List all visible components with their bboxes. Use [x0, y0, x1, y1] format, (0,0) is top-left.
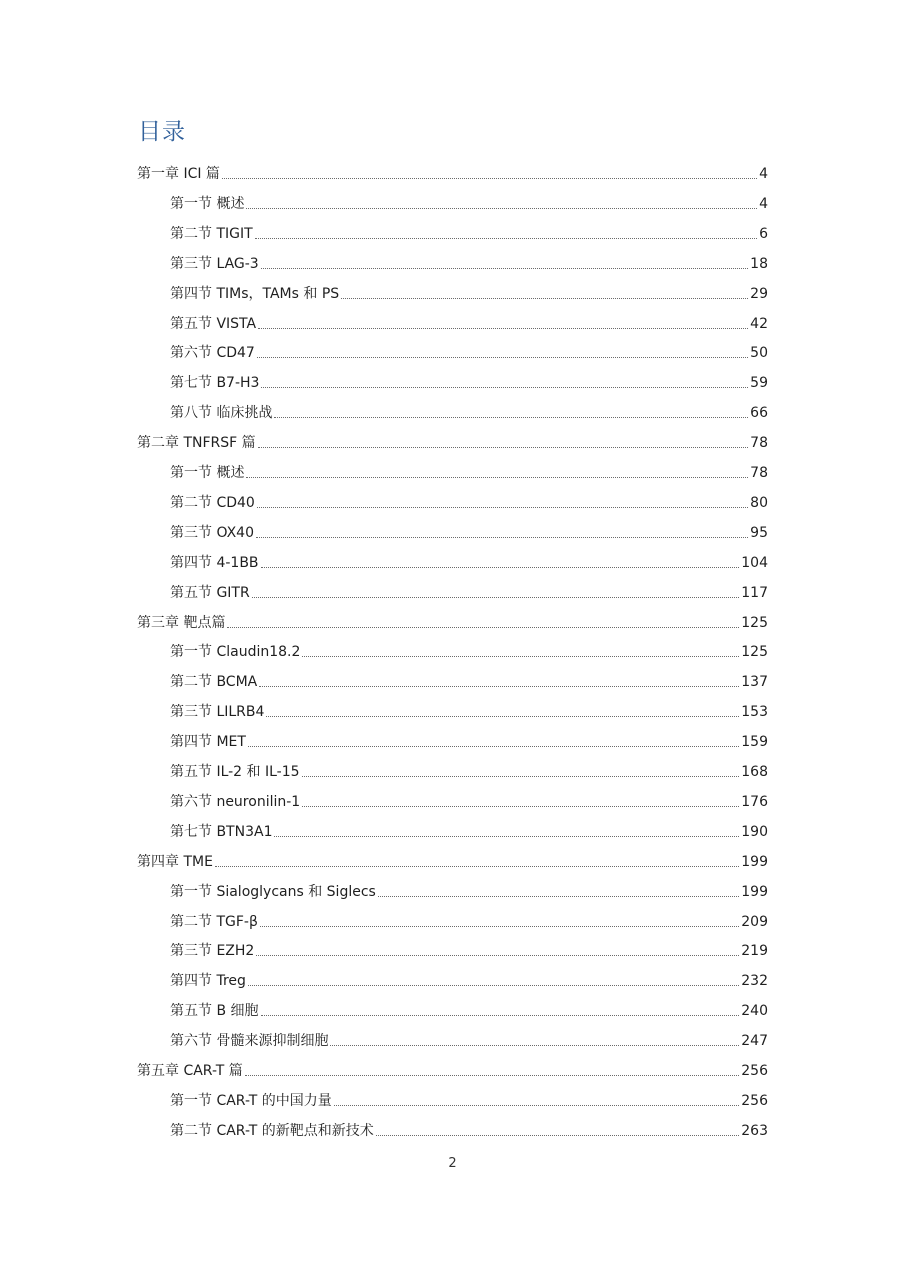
- toc-dot-leader: [246, 208, 757, 209]
- toc-entry-page: 153: [741, 704, 768, 721]
- toc-section-entry[interactable]: [170, 542, 768, 572]
- toc-dot-leader: [248, 985, 739, 986]
- toc-section-entry[interactable]: [170, 572, 768, 602]
- toc-entry-page: 4: [759, 195, 768, 212]
- toc-dot-leader: [257, 507, 748, 508]
- toc-entry-page: 50: [750, 345, 768, 362]
- toc-entry-label: 第六节 CD47: [170, 345, 255, 362]
- toc-entry-label: 第二节 TGF-β: [170, 913, 258, 930]
- toc-dot-leader: [215, 866, 739, 867]
- toc-section-entry[interactable]: [170, 1110, 768, 1140]
- toc-dot-leader: [248, 746, 739, 747]
- toc-dot-leader: [302, 776, 740, 777]
- toc-entry-page: 29: [750, 285, 768, 302]
- toc-entry-label: 第一节 概述: [170, 195, 245, 212]
- toc-dot-leader: [257, 357, 748, 358]
- toc-entry-page: 42: [750, 315, 768, 332]
- toc-dot-leader: [245, 1075, 740, 1076]
- toc-entry-label: 第五节 IL-2 和 IL-15: [170, 764, 300, 780]
- toc-section-entry[interactable]: [170, 1080, 768, 1110]
- toc-entry-label: 第四节 MET: [170, 734, 246, 751]
- toc-section-entry[interactable]: [170, 781, 768, 811]
- toc-section-entry[interactable]: [170, 661, 768, 691]
- toc-entry-label: 第一节 Sialoglycans 和 Siglecs: [170, 883, 376, 900]
- toc-section-entry[interactable]: [170, 332, 768, 362]
- toc-section-entry[interactable]: [170, 213, 768, 243]
- toc-dot-leader: [376, 1135, 740, 1136]
- toc-entry-page: 59: [750, 375, 768, 392]
- toc-entry-label: 第五节 B 细胞: [170, 1003, 259, 1020]
- toc-dot-leader: [261, 268, 748, 269]
- toc-entry-page: 117: [741, 584, 768, 601]
- toc-entry-page: 104: [741, 554, 768, 571]
- toc-entry-page: 137: [741, 674, 768, 691]
- toc-entry-label: 第二节 CD40: [170, 494, 255, 511]
- toc-section-entry[interactable]: [170, 183, 768, 213]
- toc-section-entry[interactable]: [170, 901, 768, 931]
- toc-entry-page: 209: [741, 913, 768, 930]
- toc-entry-label: 第三节 OX40: [170, 524, 254, 541]
- toc-dot-leader: [258, 447, 749, 448]
- toc-entry-label: 第三节 LILRB4: [170, 704, 265, 721]
- toc-entry-label: 第七节 B7-H3: [170, 375, 260, 392]
- toc-dot-leader: [246, 477, 748, 478]
- toc-chapter-entry[interactable]: [137, 153, 768, 183]
- toc-chapter-entry[interactable]: [137, 602, 768, 632]
- toc-dot-leader: [341, 298, 748, 299]
- toc-entry-label: 第三节 EZH2: [170, 943, 255, 960]
- toc-section-entry[interactable]: [170, 930, 768, 960]
- toc-section-entry[interactable]: [170, 452, 768, 482]
- toc-entry-page: 240: [741, 1003, 768, 1020]
- toc-section-entry[interactable]: [170, 392, 768, 422]
- toc-dot-leader: [256, 955, 739, 956]
- toc-entry-label: 第四章 TME: [137, 853, 213, 870]
- toc-entry-page: 66: [750, 405, 768, 422]
- toc-entry-page: 18: [750, 255, 768, 272]
- toc-entry-label: 第六节 骨髓来源抑制细胞: [170, 1033, 329, 1050]
- toc-entry-label: 第一节 概述: [170, 465, 245, 481]
- toc-entry-page: 263: [741, 1122, 768, 1139]
- toc-section-entry[interactable]: [170, 362, 768, 392]
- toc-dot-leader: [252, 597, 740, 598]
- toc-entry-page: 4: [759, 166, 768, 182]
- toc-dot-leader: [334, 1105, 740, 1106]
- toc-entry-page: 125: [741, 614, 768, 631]
- toc-section-entry[interactable]: [170, 691, 768, 721]
- toc-entry-label: 第一节 Claudin18.2: [170, 644, 301, 661]
- toc-dot-leader: [261, 1015, 740, 1016]
- toc-dot-leader: [378, 896, 739, 897]
- toc-entry-label: 第六节 neuronilin-1: [170, 793, 301, 810]
- toc-entry-label: 第四节 4-1BB: [170, 554, 259, 571]
- toc-entry-label: 第七节 BTN3A1: [170, 823, 273, 840]
- toc-section-entry[interactable]: [170, 721, 768, 751]
- toc-dot-leader: [227, 627, 739, 628]
- toc-entry-page: 190: [741, 823, 768, 840]
- toc-title: 目录: [138, 119, 186, 145]
- toc-section-entry[interactable]: [170, 871, 768, 901]
- toc-entry-label: 第三章 靶点篇: [137, 614, 226, 631]
- toc-entry-page: 168: [741, 764, 768, 780]
- toc-entry-page: 199: [741, 883, 768, 900]
- toc-entry-label: 第五章 CAR-T 篇: [137, 1063, 243, 1079]
- toc-entry-label: 第一章 ICI 篇: [137, 166, 220, 182]
- toc-entry-page: 78: [750, 465, 768, 481]
- toc-dot-leader: [274, 836, 739, 837]
- toc-entry-label: 第一节 CAR-T 的中国力量: [170, 1092, 332, 1109]
- toc-section-entry[interactable]: [170, 512, 768, 542]
- toc-section-entry[interactable]: [170, 273, 768, 303]
- toc-entry-page: 247: [741, 1033, 768, 1050]
- toc-entry-page: 159: [741, 734, 768, 751]
- toc-entry-label: 第八节 临床挑战: [170, 405, 273, 422]
- toc-chapter-entry[interactable]: [137, 422, 768, 452]
- toc-dot-leader: [258, 328, 748, 329]
- toc-entry-page: 256: [741, 1092, 768, 1109]
- toc-dot-leader: [274, 417, 748, 418]
- toc-entry-label: 第五节 VISTA: [170, 315, 257, 332]
- toc-section-entry[interactable]: [170, 990, 768, 1020]
- toc-section-entry[interactable]: [170, 631, 768, 661]
- toc-dot-leader: [255, 238, 757, 239]
- toc-section-entry[interactable]: [170, 482, 768, 512]
- toc-chapter-entry[interactable]: [137, 1050, 768, 1080]
- toc-chapter-entry[interactable]: [137, 841, 768, 871]
- toc-dot-leader: [261, 567, 740, 568]
- toc-entry-page: 80: [750, 494, 768, 511]
- toc-dot-leader: [222, 178, 757, 179]
- toc-entry-page: 219: [741, 943, 768, 960]
- toc-dot-leader: [302, 806, 739, 807]
- toc-entry-label: 第五节 GITR: [170, 584, 250, 601]
- toc-entry-page: 232: [741, 973, 768, 990]
- toc-entry-label: 第四节 Treg: [170, 973, 246, 990]
- toc-entry-label: 第二章 TNFRSF 篇: [137, 435, 256, 452]
- toc-section-entry[interactable]: [170, 1020, 768, 1050]
- toc-dot-leader: [261, 387, 748, 388]
- toc-entry-label: 第四节 TIMs，TAMs 和 PS: [170, 285, 340, 302]
- toc-entry-label: 第二节 BCMA: [170, 674, 258, 691]
- toc-section-entry[interactable]: [170, 243, 768, 273]
- page-number: 2: [448, 1156, 457, 1171]
- toc-entry-page: 176: [741, 793, 768, 810]
- toc-entry-page: 95: [750, 524, 768, 541]
- toc-entry-label: 第三节 LAG-3: [170, 255, 259, 272]
- toc-section-entry[interactable]: [170, 303, 768, 333]
- toc-entry-page: 125: [741, 644, 768, 661]
- toc-dot-leader: [259, 686, 739, 687]
- toc-dot-leader: [330, 1045, 739, 1046]
- toc-section-entry[interactable]: [170, 811, 768, 841]
- toc-entry-page: 6: [759, 225, 768, 242]
- toc-entry-label: 第二节 TIGIT: [170, 225, 253, 242]
- toc-entry-label: 第二节 CAR-T 的新靶点和新技术: [170, 1122, 374, 1139]
- toc-dot-leader: [302, 656, 739, 657]
- toc-entry-page: 199: [741, 853, 768, 870]
- toc-dot-leader: [266, 716, 739, 717]
- toc-section-entry[interactable]: [170, 960, 768, 990]
- toc-section-entry[interactable]: [170, 751, 768, 781]
- toc-dot-leader: [260, 926, 739, 927]
- toc-entry-page: 256: [741, 1063, 768, 1079]
- toc-dot-leader: [256, 537, 748, 538]
- toc-entry-page: 78: [750, 435, 768, 452]
